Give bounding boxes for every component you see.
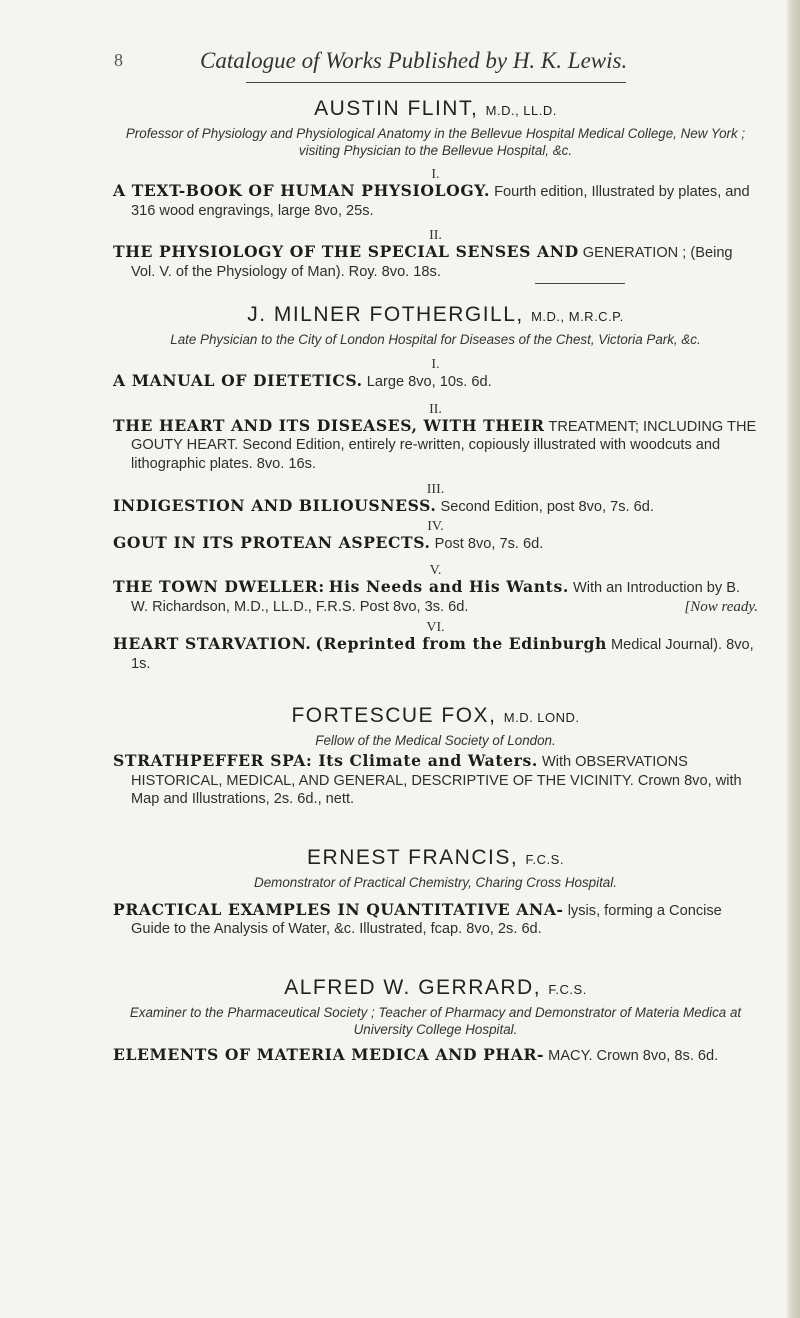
author-section-flint [113,96,758,281]
author-section-fothergill [113,302,758,673]
work-entry: A MANUAL OF DIETETICS. Large 8vo, 10s. 6d. [113,371,492,390]
work-entry: PRACTICAL EXAMPLES IN QUANTITATIVE ANA- lysis, forming a Concise Guide to the Analysis of Water, &c. Illustrated, fcap. 8vo, 2s. 6d. [113,899,722,937]
author-name: FORTESCUE FOX, M.D. LOND. [291,704,580,727]
author-section-fox [113,703,758,809]
author-name: J. MILNER FOTHERGILL, M.D., M.R.C.P. [247,303,624,326]
section-rule [535,283,625,284]
work-number: II. [429,228,442,243]
work-entry: ELEMENTS OF MATERIA MEDICA AND PHAR- MACY. Crown 8vo, 8s. 6d. [113,1044,719,1064]
author-description: Fellow of the Medical Society of London. [315,733,556,748]
work-number: II. [429,401,442,417]
author-description: Demonstrator of Practical Chemistry, Charing Cross Hospital. [254,874,617,890]
author-description: Professor of Physiology and Physiological Anatomy in the Bellevue Hospital Medical College, New York ; visiting Physician to the Bellevue Hospital, &c. [125,126,746,158]
work-number: I. [431,167,440,182]
work-entry: THE PHYSIOLOGY OF THE SPECIAL SENSES AND GENERATION ; (Being Vol. V. of the Physiology of Man). Roy. 8vo. 18s. [113,242,733,280]
work-number: VI. [426,620,445,635]
work-entry: HEART STARVATION. (Reprinted from the Edinburgh Medical Journal). 8vo, 1s. [113,634,754,672]
section-rule [246,82,626,83]
author-description: Late Physician to the City of London Hospital for Diseases of the Chest, Victoria Park, &c. [170,332,701,347]
work-entry: INDIGESTION AND BILIOUSNESS. Second Edition, post 8vo, 7s. 6d. [113,496,654,515]
author-name: AUSTIN FLINT, M.D., LL.D. [314,97,557,120]
author-description: Examiner to the Pharmaceutical Society ; Teacher of Pharmacy and Demonstrator of Materia Medica at University College Hospital. [129,1004,742,1037]
work-entry: STRATHPEFFER SPA: Its Climate and Waters. With OBSERVATIONS HISTORICAL, MEDICAL, AND GENERAL, DESCRIPTIVE OF THE VICINITY. Crown 8vo, with Map and Illustrations, 2s. 6d., nett. [113,751,742,807]
work-entry: THE HEART AND ITS DISEASES, WITH THEIR TREATMENT; INCLUDING THE GOUTY HEART. Second Edition, entirely re-written, copiously illustrated with woodcuts and lithographic plates. 8vo. 16s. [113,415,757,472]
work-number: III. [426,482,445,497]
running-title: Catalogue of Works Published by H. K. Lewis. [200,48,628,73]
page-edge [786,0,800,1318]
catalogue-content [113,82,758,1065]
work-entry: GOUT IN ITS PROTEAN ASPECTS. Post 8vo, 7s. 6d. [113,532,544,552]
author-name: ERNEST FRANCIS, F.C.S. [307,845,564,869]
work-entry: THE TOWN DWELLER: His Needs and His Wants. With an Introduction by B. W. Richardson, M.D., LL.D., F.R.S. Post 8vo, 3s. 6d. [Now ready. [113,577,758,615]
author-section-francis [113,845,758,939]
work-number: I. [431,357,440,372]
work-entry: A TEXT-BOOK OF HUMAN PHYSIOLOGY. Fourth edition, Illustrated by plates, and 316 wood engravings, large 8vo, 25s. [113,181,750,219]
work-number: V. [429,563,442,578]
author-name: ALFRED W. GERRARD, F.C.S. [284,975,587,999]
work-number: IV. [427,518,444,534]
page-number: 8 [114,50,123,70]
author-section-gerrard [113,975,758,1066]
